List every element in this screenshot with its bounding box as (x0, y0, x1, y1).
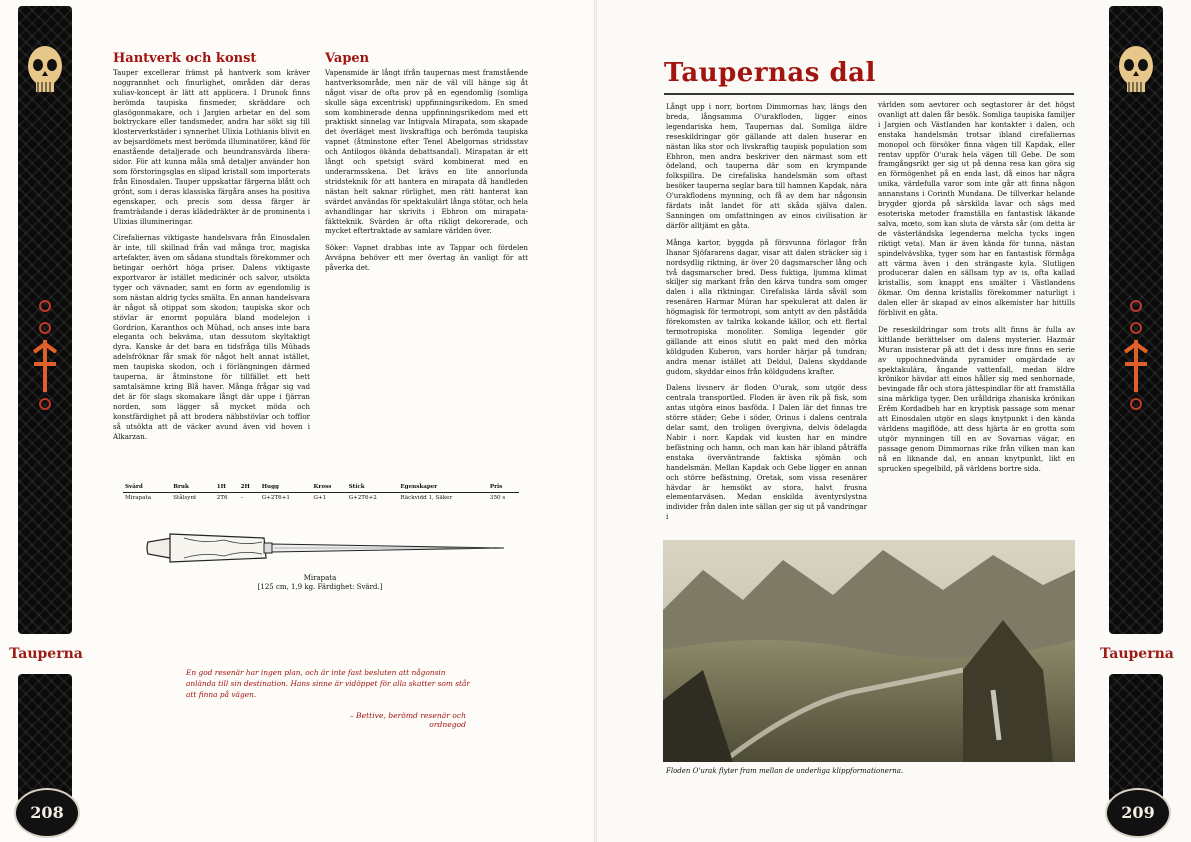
quote-source: – Bettive, berömd resenär och ordnegod (349, 711, 466, 729)
image-caption: Floden O'urak flyter fram mellan de underliga klippformationerna. (666, 767, 904, 775)
weapon-caption-stats: [125 cm, 1,9 kg. Färdighet: Svärd.] (257, 583, 383, 591)
left-page (0, 0, 595, 842)
rune-icon (1115, 292, 1157, 412)
paragraph: världen som aevtorer och segtastorer är det högst ovanligt att dalen får besök. Somliga taupiska familjer i Jargien och Västlanden har kontakter i dalen, och enstaka handelsmän trotsar ibland cirefaliernas monopol och försöker finna vägen till Kapdak, eller rentav uppför O'urak hela vägen till Gebe. De som framgångsrikt ger sig ut på denna resa kan göra sig en förmögenhet på en enda last, då einos har några unika, värdefulla varor som inte går att finna någon annanstans i Corinth Mundana. De tillverkar helande brygder gjorda på särskilda lavar och sägs med esoteriska metoder framställa en fantastisk läkande salva, mœto, som kan sluta de värsta sår (om detta är de västerländska legenderna melcha tycks ingen riktigt veta). Man är även kända för tunna, nästan spindelvävslika, tyger som har en fantastisk förmåga att värma även i den strängaste kyla. Slutligen producerar dalen en sällsam typ av is, ofta kallad kristallis, som knappt ens smälter i Västlandens ökmar. Om denna kristallis förekommer naturligt i dalen eller är skapad av einos alkemister har hittills förblivit en gåta. (878, 100, 1075, 318)
paragraph: Söker: Vapnet drabbas inte av Tappar och fördelen Avväpna behöver ett mer övertag än vanligt för att påverka det. (325, 243, 528, 273)
table-header: Kross (312, 482, 347, 493)
table-header: 2H (239, 482, 260, 493)
paragraph: Många kartor, byggda på försvunna förlagor från Ihanar Sjöfararens dagar, visar att dalen sträcker sig i nordsydlig riktning, är över 20 dagsmarscher lång och två dagsmarscher bred. Dess fuktiga, ljumma klimat skiljer sig markant från den kärva tundra som omger dalen i alla riktningar. Cirefaliska lärda såväl som resenären Harmar Múran har spekulerat att dalen är högmagisk för termotropi, som antytt av den påstådda förekomsten av talrika kokande källor, och ett flertal termotropiska monoliter. Somliga legender gör gällande att einos slutit en pakt med den mörka köldguden Kuberon, vars horder härjar på tundran; andra menar istället att Deldul, Dalens skyddande gudom, skyddar einos från köldgudens krafter. (666, 237, 867, 376)
title-divider (664, 93, 1074, 95)
section-heading: Hantverk och konst (113, 51, 257, 66)
weapon-caption (240, 574, 400, 592)
ornament-bar-bottom (1109, 674, 1163, 802)
table-cell: – (240, 495, 244, 501)
section-heading: Vapen (325, 51, 370, 66)
table-header: 1H (215, 482, 239, 493)
table-header: Pris (488, 482, 519, 493)
table-cell: Stålsynt (173, 495, 197, 501)
paragraph: Tauper excellerar främst på hantverk som kräver noggrannhet och finurlighet, områden där deras xuliav-koncept är lätt att applicera. I Drunok finns berömda taupiska finsmeder, skräddare och glasögonmakare, och i Jargien arbetar en del som boktryckare eller tandsmeder, andra har sökt sig till klosterverkstäder i synnerhet Ulixia Lothianis blivit en av bejsardömets mest berömda illuminatörer, känd för enastående detaljerade och beundransvärda libera-sidor. För att kunna måla små detaljer använder hon som förstoringsglas en slipad kristall som importerats från Einosdalen. Tauper uppskattar färgerna blått och grönt, som i deras klassiska färgåra anses ha positiva egenskaper, och precis som dessa färger är framträdande i deras klädedräkter är de prominenta i Ulixias illumineringar. (113, 67, 310, 226)
book-gutter (594, 0, 597, 842)
paragraph: Cirefaliernas viktigaste handelsvara från Einosdalen är inte, till skillnad från vad många tror, magiska artefakter, även om sådana stundtals förekommer och betingar oerhört höga priser. Dalens viktigaste exportvaror är istället medicinér och salvor, utsökta tyger och vävnader, samt en form av egendomlig is som nästan aldrig tycks smälta. En annan handelsvara är något så otippat som skodon; taupiska skor och stövlar är enormt populära bland modelejon i Gordrion, Karanthos och Mûhad, och anses inte bara eleganta och bekväma, utan dessutom skyltaktigt dyra. Kanske är det bara en tidsfråga tills Mûhads adelsfröknar får smak för något helt annat istället, men taupiska skodon, och i förlängningen därmed tauperna, är åtminstone för tillfället ett hett samtalsämne kring Blå haver. Många frågar sig vad det är för slags skomakare långt där uppe i fjärran norden, som lägger så mycket möda och konstfärdighet på att brodera näbbstövlar och tofflor så utsökta att de väcker avund även vid hoven i Alkarzan. (113, 233, 310, 441)
paragraph: Långt upp i norr, bortom Dimmornas hav, längs den breda, långsamma O'urakfloden, ligger einos legendariska hem, Taupernas dal. Somliga äldre reseskildringar gör gällande att dalen huserar en nästan lika stor och livskraftig taupisk population som Ebhron, men andra beskriver den närmast som ett ödeland, och tauperna där som en krympande folkspillra. De cirefaliska handelsmän som oftast besöker tauperna seglar bara till hamnen Kapdak, nära O'urakflodens mynning, och få av dem har någonsin färdats inåt landet för att skåda själva dalen. Sanningen om omfattningen av einos civilisation är därför alltjämt en gåta. (666, 102, 867, 230)
column-weapons (325, 51, 528, 280)
valley-landscape-image (663, 540, 1075, 762)
table-header: Svärd (123, 482, 171, 493)
paragraph: Dalens livsnerv är floden O'urak, som utgör dess centrala transportled. Floden är även rik på fisk, som antas utgöra einos basföda. I Dalen lär det finnas tre större städer; Gebe i söder, Orinus i dalens centrala delar samt, den troligen övergivna, delvis ödelagda Nabir i norr. Kapdak vid kusten har en mindre befästning och hamn, och man kan här ibland påträffa enstaka överväntrande faktiska sjömän och handelsmän. Mellan Kapdak och Gebe ligger en annan och större befästning, Oretak, som vissa resenärer hävdar är hemsökt av stora, halvt frusna elementarväsen. Medan enskilda äventyrslystna individer från dalen inte sällan ger sig ut på vandringar i (666, 383, 867, 522)
rune-icon (24, 292, 66, 412)
weapon-caption-name: Mirapata (303, 574, 337, 582)
table-cell: 2T6 (216, 495, 228, 501)
column-valley-2 (878, 100, 1075, 481)
quote-text: En god resenär har ingen plan, och är inte fast besluten att någonsin anlända till sin destination. Hans sinne är vidöppet för alla skatter som står att finna på vägen. (186, 668, 470, 699)
table-cell: G+2T6+1 (261, 495, 290, 501)
column-valley-1 (666, 102, 867, 529)
table-header: Egenskaper (398, 482, 488, 493)
table-header: Bruk (171, 482, 215, 493)
left-sidebar-ornament (9, 6, 83, 836)
table-header: Hugg (260, 482, 312, 493)
table-cell: Mirapata (125, 495, 152, 501)
page-title: Taupernas dal (664, 58, 876, 88)
paragraph: De reseskildringar som trots allt finns är fulla av kittlande berättelser om dalens mysterier. Hazmár Muran insisterar på att det i dess inre finns en serie av uppochnedvända pyramider omgärdade av spektakulära, ångande vattenfall, medan äldre krönikor hävdar att einos håller sig med senhornade, bevingade får och stora jättespindlar för att framställa sina märkliga tyger. Den urålldriga zhaniska krönikan Erêm Kordadbeh har en kryptisk passage som menar att Einosdalen utgör en slags knytpunkt i den kända världens magiflöde, att dess hjärta är en grotta som utgör mynningen till en av Sovarnas vägar, en passage genom Dimmornas rike från vilken man kan nå en liknande dal, en annan knytpunkt, likt en sprucken spegelbild, på världens bortre sida. (878, 324, 1075, 473)
right-sidebar-ornament (1100, 6, 1174, 836)
table-cell: G+2T6+2 (348, 495, 377, 501)
table-cell: G+1 (313, 495, 327, 501)
page-number: 208 (14, 788, 80, 838)
side-label: Tauperna (1100, 646, 1174, 662)
sword-illustration (144, 524, 508, 572)
table-header-row (123, 482, 519, 493)
skull-icon (1113, 38, 1159, 108)
table-row (123, 493, 519, 504)
page-number: 209 (1105, 788, 1171, 838)
ornament-bar-bottom (18, 674, 72, 802)
skull-icon (22, 38, 68, 108)
paragraph: Vapensmide är långt ifrån taupernas mest framstående hantverksområde, men när de väl vill hänge sig åt något visar de ofta prov på en egendomlig (somliga skulle säga excentrisk) uppfinningsrikedom. En smed som kombinerade denna uppfinningsrikedom med ett praktiskt sinnelag var Intigvala Mirapata, som skapade det överläget mest livskraftiga och berömda taupiska vapnet (åtminstone efter Tenel Abelgornas stridsstav och Antilogos ökända debattsandal). Mirapatan är ett långt och spetsigt svärd kombinerat med en underarmsskena. Det krävs en lite annorlunda stridsteknik för att hantera en mirapata då handleden nästan helt saknar rörlighet, men rätt hanterat kan svärdet användas för spektakulärt långa stötar, och hela avhandlingar har skrivits i Ebhron om mirapata-fäktteknik. Svärden är ofta rikligt dekorerade, och mycket eftertraktade av samlare världen över. (325, 67, 528, 236)
table-header: Stick (347, 482, 399, 493)
weapon-table (123, 482, 519, 503)
column-crafts (113, 51, 310, 448)
side-label: Tauperna (9, 646, 83, 662)
table-cell: Räckvidd 1, Säker (400, 495, 453, 501)
table-cell: 350 s (489, 495, 506, 501)
